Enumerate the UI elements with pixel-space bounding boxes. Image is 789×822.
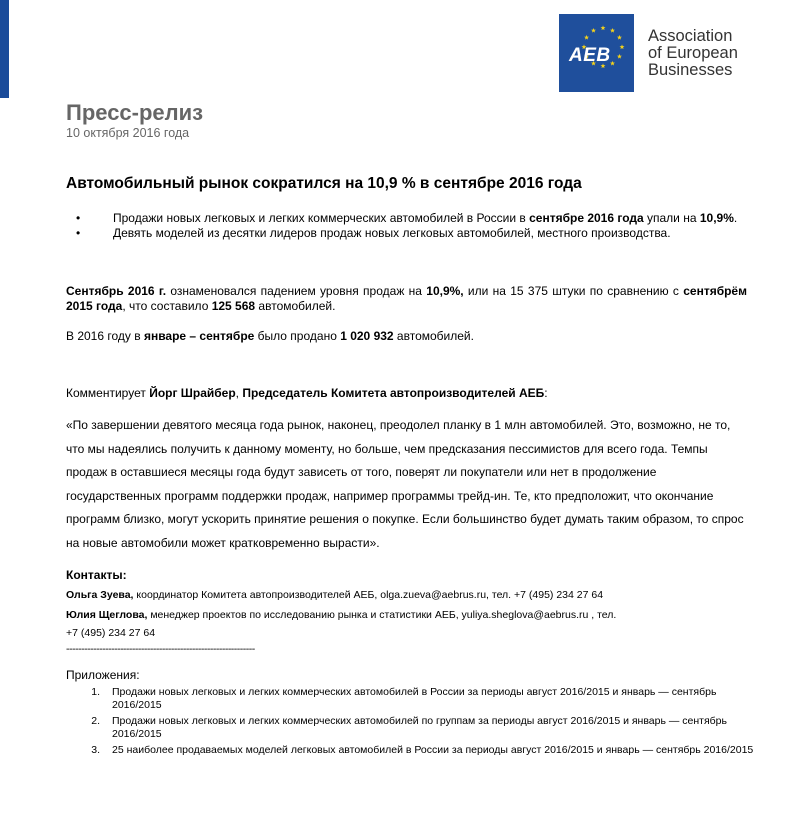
text-run: или на 15 375 штуки по сравнению с bbox=[463, 284, 684, 298]
bullet-item bbox=[66, 226, 746, 241]
bullet-marker: • bbox=[76, 211, 81, 225]
attachment-text: Продажи новых легковых и легких коммерческих автомобилей по группам за периоды август 2016/2015 и январь — сентябрь 2016/2015 bbox=[112, 715, 727, 740]
attachment-text: 25 наиболее продаваемых моделей легковых автомобилей в России за периоды август 2016/2015 и январь — сентябрь 2016/2015 bbox=[112, 744, 754, 756]
bold-text: сентябрём 2015 года bbox=[66, 284, 747, 313]
org-name bbox=[648, 28, 788, 79]
text-run: упали на bbox=[643, 211, 700, 225]
logo-text: AEB bbox=[569, 45, 611, 66]
attachments-section bbox=[66, 668, 756, 760]
quote-text: «По завершении девятого месяца года рынок, наконец, преодолел планку в 1 млн автомобилей. Это, возможно, не то, что мы надеялись получить к данному моменту, но больше, чем предсказания пессимистов для всего года. Темпы продаж в оставшиеся месяцы года будут зависеть от того, поверят ли покупатели или нет в продолжение государственных программ поддержки продаж, например программы трейд-ин. Те, кто предположит, что окончание программ близко, могут ускорить принятие решения о покупке. Если большинство будет думать таким образом, то спрос на новые автомобили может кратковременно вырасти». bbox=[66, 418, 744, 550]
text-run: В 2016 году в bbox=[66, 329, 144, 343]
bold-text: январе – сентябре bbox=[143, 329, 255, 343]
bold-text: 125 568 bbox=[211, 299, 256, 313]
text-run: Продажи новых легковых и легких коммерческих автомобилей в России в bbox=[113, 211, 530, 225]
paragraph-september bbox=[66, 284, 747, 314]
text-run: автомобилей. bbox=[393, 329, 474, 343]
attachment-item bbox=[66, 744, 756, 757]
org-name-line: Businesses bbox=[648, 61, 733, 79]
text-run: Комментирует bbox=[66, 386, 150, 400]
attachment-item bbox=[66, 715, 756, 741]
bold-text: 1 020 932 bbox=[340, 329, 394, 343]
bullet-item bbox=[66, 211, 746, 226]
bold-text: Председатель Комитета автопроизводителей АЕБ bbox=[242, 386, 545, 400]
text-run: . bbox=[733, 211, 738, 225]
contacts-section bbox=[66, 568, 766, 656]
attachment-number: 3. bbox=[91, 744, 100, 756]
contact-details: координатор Комитета автопроизводителей АЕБ, olga.zueva@aebrus.ru, тел. +7 (495) 234 27 64 bbox=[133, 589, 604, 601]
bullet-marker: • bbox=[76, 226, 81, 240]
star-icon bbox=[620, 44, 625, 49]
contact-line bbox=[66, 585, 766, 606]
text-run: , bbox=[235, 386, 243, 400]
contacts-title: Контакты: bbox=[66, 568, 127, 582]
bold-text: сентябре 2016 года bbox=[529, 211, 644, 225]
text-run: Девять моделей из десятки лидеров продаж новых легковых автомобилей, местного производства. bbox=[113, 226, 671, 240]
bold-text: Йорг Шрайбер bbox=[149, 386, 236, 400]
star-icon bbox=[601, 25, 606, 30]
org-name-line: of European bbox=[648, 44, 738, 62]
text-run: , что составило bbox=[122, 299, 212, 313]
star-icon bbox=[591, 28, 596, 33]
contact-name: Юлия Щеглова, bbox=[66, 609, 148, 621]
bullet-list bbox=[66, 211, 746, 241]
doc-type-title: Пресс-релиз bbox=[66, 100, 204, 125]
star-icon bbox=[617, 35, 622, 40]
text-run: автомобилей. bbox=[255, 299, 336, 313]
contact-name: Ольга Зуева, bbox=[66, 589, 134, 601]
bullet-text bbox=[113, 211, 746, 226]
star-icon bbox=[610, 28, 615, 33]
contact-phone: +7 (495) 234 27 64 bbox=[66, 627, 156, 639]
doc-date: 10 октября 2016 года bbox=[66, 126, 190, 140]
star-icon bbox=[584, 35, 589, 40]
bold-text: 10,9%, bbox=[426, 284, 464, 298]
bullet-text bbox=[113, 226, 746, 241]
org-name-line: Association bbox=[648, 27, 733, 45]
contact-details: менеджер проектов по исследованию рынка и статистики АЕБ, yuliya.sheglova@aebrus.ru , тел. bbox=[147, 609, 617, 621]
text-run: : bbox=[544, 386, 548, 400]
paragraph-commentator bbox=[66, 386, 747, 401]
paragraph-ytd bbox=[66, 329, 747, 344]
bold-text: Сентябрь 2016 г. bbox=[66, 284, 167, 298]
attachment-number: 1. bbox=[91, 686, 100, 698]
separator-line: --------------------------------------------------------------- bbox=[66, 643, 255, 655]
headline: Автомобильный рынок сократился на 10,9 % в сентябре 2016 года bbox=[66, 175, 582, 192]
bold-text: 10,9% bbox=[699, 211, 734, 225]
text-run: ознаменовался падением уровня продаж на bbox=[166, 284, 427, 298]
attachment-text: Продажи новых легковых и легких коммерческих автомобилей в России за периоды август 2016/2015 и январь — сентябрь 2016/2015 bbox=[112, 686, 717, 711]
attachments-title: Приложения: bbox=[66, 668, 140, 682]
attachment-item bbox=[66, 686, 756, 712]
contact-line bbox=[66, 606, 766, 624]
attachment-number: 2. bbox=[91, 715, 100, 727]
text-run: было продано bbox=[254, 329, 341, 343]
left-accent-bar bbox=[0, 0, 9, 98]
star-icon bbox=[617, 54, 622, 59]
aeb-logo bbox=[559, 14, 634, 92]
